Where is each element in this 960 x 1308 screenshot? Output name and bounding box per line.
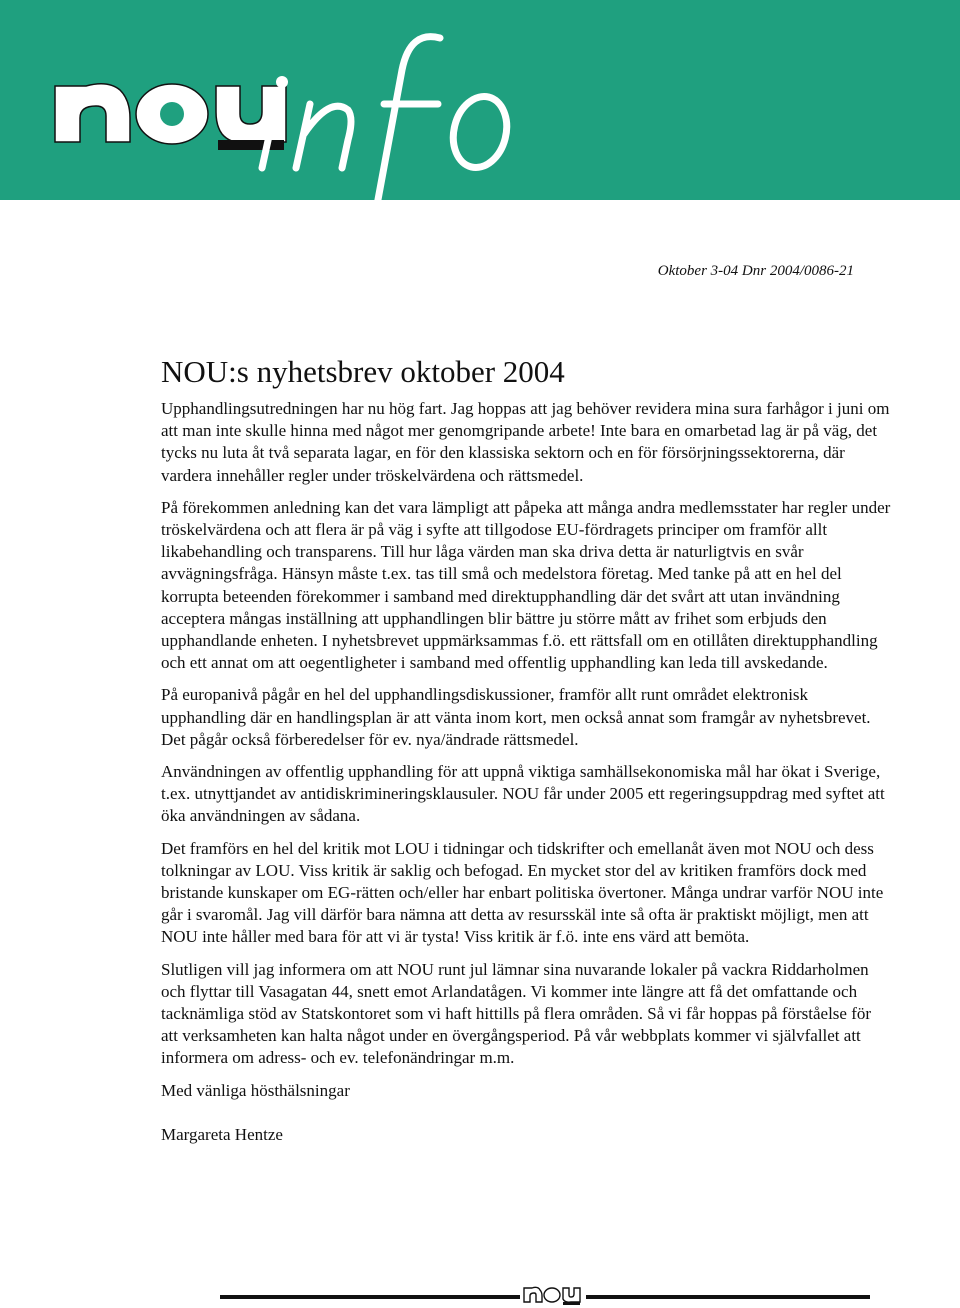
reference-line: Oktober 3-04 Dnr 2004/0086-21 [657, 263, 854, 279]
paragraph: Slutligen vill jag informera om att NOU runt jul lämnar sina nuvarande lokaler på vackra Riddarholmen och flyttar till Vasagatan 44, snett emot Arlandatågen. Vi kommer inte längre att få det omfattande och tacknämliga stöd av Statskontoret som vi haft hittills på flera områden. Så vi får hoppas på förståelse för att verksamheten kan halta något under en övergångsperiod. På vår webbplats kommer vi självfallet att informera om adress- och ev. telefonändringar m.m. [161, 959, 872, 1068]
footer-nou-logo [520, 1282, 586, 1308]
letter-body [161, 352, 891, 1168]
header-banner [0, 0, 960, 200]
nouinfo-logo [0, 0, 960, 240]
page-title: NOU:s nyhetsbrev oktober 2004 [161, 354, 565, 389]
paragraph: Upphandlingsutredningen har nu hög fart. Jag hoppas att jag behöver revidera mina sura farhågor i juni om att man inte skulle hinna med något mer genomgripande arbete! Inte bara en omarbetad lag är på väg, det tycks nu luta åt två separata lagar, en för den klassiska sektorn och en för försörjningssektorerna, där vardera innehåller regler under tröskelvärdena och rättsmedel. [161, 399, 890, 485]
paragraph: Användningen av offentlig upphandling för att uppnå viktiga samhällsekonomiska mål har ökat i Sverige, t.ex. utnyttjandet av antidiskrimineringsklausuler. NOU får under 2005 ett regeringsuppdrag med syftet att öka användningen av sådana. [161, 762, 885, 826]
signature: Margareta Hentze [161, 1124, 283, 1144]
greeting: Med vänliga hösthälsningar [161, 1080, 350, 1100]
paragraph: Det framförs en hel del kritik mot LOU i tidningar och tidskrifter och emellanåt även mot NOU och dess tolkningar av LOU. Viss kritik är saklig och befogad. En mycket stor del av kritiken framförs dock med bristande kunskaper om EG-rätten och/eller har enbart politiska övertoner. Många undrar varför NOU inte går i svaromål. Jag vill därför bara nämna att detta av resursskäl inte så ofta är praktiskt möjligt, men att NOU inte håller med bara för att vi är tysta! Viss kritik är f.ö. inte ens värd att bemöta. [161, 838, 884, 947]
paragraph: På förekommen anledning kan det vara lämpligt att påpeka att många andra medlemsstater har regler under tröskelvärdena och att flera är på väg i syfte att tillgodose EU-fördragets principer om framför allt likabehandling och transparens. Till hur låga värden man ska driva detta är naturligtvis en svår avvägningsfråga. Hänsyn måste t.ex. tas till små och medelstora företag. Med tanke på att en hel del korrupta beteenden förekommer i samband med direktupphandling där det svårt att utan invändning acceptera mångas inställning att upphandlingen blir bättre ju större mått av frihet som erbjuds den upphandlande enheten. I nyhetsbrevet uppmärksammas f.ö. ett rättsfall om en otillåten direktupphandling och ett annat om att oegentligheter i samband med offentlig upphandling kan leda till avskedande. [161, 497, 891, 673]
paragraph: På europanivå pågår en hel del upphandlingsdiskussioner, framför allt runt området elektronisk upphandling där en handlingsplan är att vänta inom kort, men också annat som framgår av nyhetsbrevet. Det pågår också förberedelser för ev. nya/ändrade rättsmedel. [161, 685, 871, 749]
